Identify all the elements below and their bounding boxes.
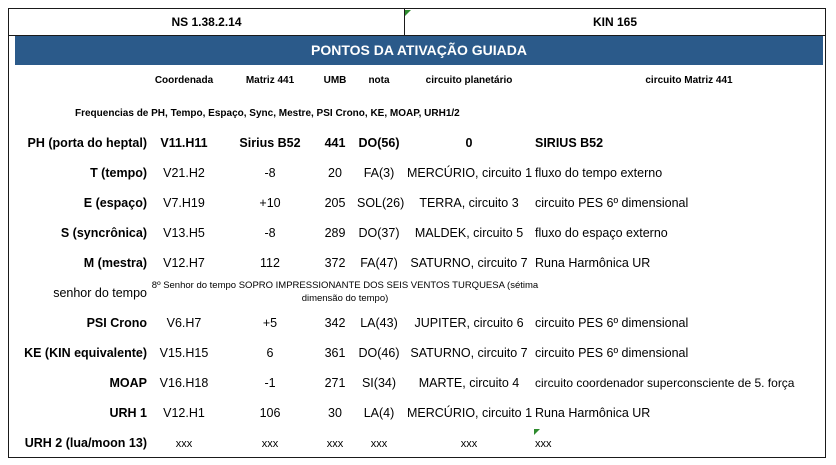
row-coord: V7.H19 <box>163 196 205 210</box>
row-matriz: 6 <box>266 346 274 360</box>
ns-cell[interactable]: NS 1.38.2.14 <box>9 9 405 35</box>
row-matriz: -8 <box>264 166 276 180</box>
row-coord: V16.H18 <box>159 376 209 390</box>
comment-marker <box>405 10 411 16</box>
header-nota: nota <box>368 75 390 86</box>
row-matriz: -8 <box>264 226 276 240</box>
row-circuito-matriz: circuito PES 6º dimensional <box>535 196 689 210</box>
frequencies-note: Frequencias de PH, Tempo, Espaço, Sync, Mestre, PSI Crono, KE, MOAP, URH1/2 <box>75 108 460 119</box>
row-umb: xxx <box>326 438 344 450</box>
row-label: PH (porta do heptal) <box>27 136 147 150</box>
row-matriz: -1 <box>264 376 276 390</box>
row-umb: 372 <box>324 256 346 270</box>
row-nota: DO(56) <box>358 136 400 150</box>
comment-marker <box>534 429 540 435</box>
row-circuito: MERCÚRIO, circuito 1 <box>407 406 533 420</box>
row-label: MOAP <box>109 376 147 390</box>
kin-cell[interactable]: KIN 165 <box>592 15 638 29</box>
row-umb: 361 <box>324 346 346 360</box>
header-circuito-matriz: circuito Matriz 441 <box>645 75 733 86</box>
row-coord: V12.H1 <box>163 406 205 420</box>
row-coord: V6.H7 <box>166 316 202 330</box>
row-circuito-matriz: SIRIUS B52 <box>535 136 604 150</box>
row-circuito-matriz: fluxo do espaço externo <box>535 226 668 240</box>
row-circuito: SATURNO, circuito 7 <box>410 346 528 360</box>
row-matriz: Sirius B52 <box>239 136 301 150</box>
row-matriz: 106 <box>259 406 281 420</box>
row-coord: xxx <box>175 438 193 450</box>
row-umb: 441 <box>324 136 346 150</box>
row-circuito: MARTE, circuito 4 <box>418 376 520 390</box>
row-label: M (mestra) <box>83 256 147 270</box>
row-circuito: MERCÚRIO, circuito 1 <box>407 166 533 180</box>
row-label: KE (KIN equivalente) <box>24 346 147 360</box>
row-nota: SOL(26) <box>357 196 405 210</box>
row-circuito-matriz: Runa Harmônica UR <box>535 406 651 420</box>
header-matriz: Matriz 441 <box>245 75 295 86</box>
header-coordenada: Coordenada <box>154 75 214 86</box>
row-umb: 20 <box>328 166 342 180</box>
senhor-label: senhor do tempo <box>53 286 147 300</box>
row-nota: LA(4) <box>363 406 395 420</box>
row-circuito-matriz: circuito PES 6º dimensional <box>535 316 689 330</box>
row-coord: V13.H5 <box>163 226 205 240</box>
row-coord: V15.H15 <box>159 346 209 360</box>
row-label: S (syncrônica) <box>60 226 147 240</box>
row-label: E (espaço) <box>83 196 147 210</box>
header-umb: UMB <box>323 75 347 86</box>
row-umb: 205 <box>324 196 346 210</box>
row-matriz: +10 <box>259 196 281 210</box>
section-title: PONTOS DA ATIVAÇÃO GUIADA <box>15 36 823 65</box>
row-umb: 30 <box>328 406 342 420</box>
activation-sheet <box>8 8 826 458</box>
row-nota: DO(46) <box>358 346 400 360</box>
row-umb: 289 <box>324 226 346 240</box>
row-circuito-matriz: fluxo do tempo externo <box>535 166 663 180</box>
row-circuito: TERRA, circuito 3 <box>419 196 519 210</box>
row-circuito-matriz: Runa Harmônica UR <box>535 256 651 270</box>
row-coord: V12.H7 <box>163 256 205 270</box>
row-matriz: xxx <box>261 438 279 450</box>
row-nota: xxx <box>370 438 388 450</box>
row-label: URH 1 <box>109 406 147 420</box>
row-circuito-matriz: circuito coordenador superconsciente de 5. força <box>535 376 795 390</box>
row-circuito: SATURNO, circuito 7 <box>410 256 528 270</box>
row-circuito: 0 <box>465 136 473 150</box>
row-label: PSI Crono <box>86 316 147 330</box>
row-label: T (tempo) <box>90 166 147 180</box>
row-nota: SI(34) <box>361 376 397 390</box>
row-coord: V21.H2 <box>163 166 205 180</box>
row-matriz: +5 <box>262 316 278 330</box>
header-circuito-planetario: circuito planetário <box>425 75 513 86</box>
row-nota: FA(3) <box>363 166 395 180</box>
row-nota: DO(37) <box>358 226 400 240</box>
row-umb: 342 <box>324 316 346 330</box>
row-umb: 271 <box>324 376 346 390</box>
row-label: URH 2 (lua/moon 13) <box>24 436 147 450</box>
row-matriz: 112 <box>260 256 280 270</box>
row-circuito-matriz: xxx <box>535 438 552 450</box>
row-circuito: MALDEK, circuito 5 <box>414 226 524 240</box>
row-circuito: xxx <box>460 438 478 450</box>
row-coord: V11.H11 <box>160 136 208 150</box>
row-circuito-matriz: circuito PES 6º dimensional <box>535 346 689 360</box>
senhor-note: 8º Senhor do tempo SOPRO IMPRESSIONANTE DOS SEIS VENTOS TURQUESA (sétima dimensão do tempo) <box>151 280 539 304</box>
row-nota: FA(47) <box>360 256 398 270</box>
top-bar <box>9 9 825 36</box>
row-nota: LA(43) <box>360 316 398 330</box>
row-circuito: JUPITER, circuito 6 <box>414 316 524 330</box>
